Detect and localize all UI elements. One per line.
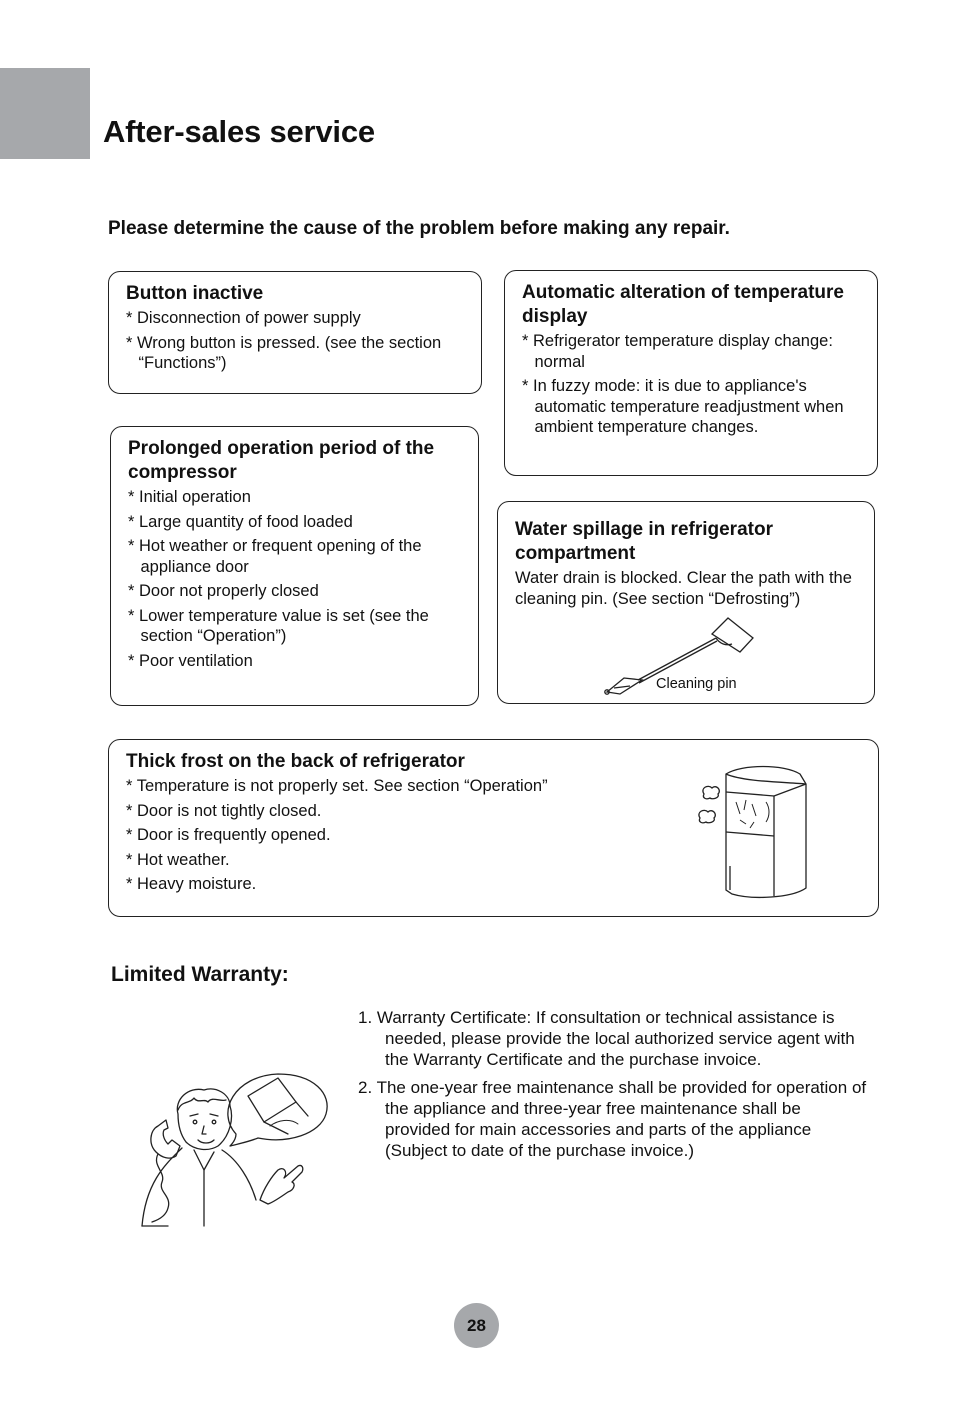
button-inactive-box — [108, 271, 482, 394]
cleaning-pin-label: Cleaning pin — [656, 676, 737, 692]
warranty-item: 1. Warranty Certificate: If consultation or technical assistance is needed, please provide the local authorized service agent with the Warranty Certificate and the purchase invoice. — [358, 1008, 855, 1069]
auto-alteration-list — [522, 331, 863, 438]
prolonged-operation-box — [110, 426, 479, 706]
list-item: * Disconnection of power supply — [126, 309, 361, 327]
list-item: * Refrigerator temperature display change: normal — [522, 332, 833, 371]
list-item: * Initial operation — [128, 488, 251, 506]
list-item: * Wrong button is pressed. (see the section “Functions”) — [126, 333, 442, 372]
water-spillage-title: Water spillage in refrigerator compartment — [515, 519, 773, 564]
warranty-item: 2. The one-year free maintenance shall be provided for operation of the appliance and three-year free maintenance shall be provided for main accessories and parts of the appliance (Subject to date of the purchase invoice.) — [358, 1078, 867, 1160]
list-item: * Door not properly closed — [128, 582, 319, 600]
list-item: * Door is not tightly closed. — [126, 801, 322, 820]
prolonged-operation-title: Prolonged operation period of the compressor — [128, 438, 435, 483]
list-item: * Temperature is not properly set. See section “Operation” — [126, 777, 548, 795]
list-item: * Large quantity of food loaded — [128, 512, 353, 531]
list-item: * Heavy moisture. — [126, 875, 257, 893]
auto-alteration-title: Automatic alteration of temperature display — [522, 282, 844, 327]
list-item: * Lower temperature value is set (see the section “Operation”) — [128, 606, 429, 645]
list-item: * Hot weather. — [126, 850, 230, 869]
water-spillage-text: Water drain is blocked. Clear the path with the cleaning pin. (See section “Defrosting”) — [515, 569, 852, 608]
page-title: After-sales service — [103, 114, 375, 149]
list-item: * Poor ventilation — [128, 651, 253, 670]
header-tab-block — [0, 68, 90, 159]
man-on-phone-illustration — [138, 1070, 333, 1232]
list-item: * Door is frequently opened. — [126, 826, 331, 844]
refrigerator-illustration — [692, 762, 814, 902]
auto-alteration-box — [504, 270, 878, 476]
intro-text: Please determine the cause of the problem before making any repair. — [108, 218, 730, 239]
page-number-badge: 28 — [454, 1303, 499, 1348]
warranty-list — [358, 1007, 868, 1168]
button-inactive-title: Button inactive — [126, 283, 264, 304]
list-item: * Hot weather or frequent opening of the appliance door — [128, 537, 422, 576]
prolonged-operation-list — [128, 487, 464, 671]
button-inactive-list — [126, 308, 467, 374]
warranty-heading: Limited Warranty: — [111, 963, 289, 986]
list-item: * In fuzzy mode: it is due to appliance's automatic temperature readjustment when ambient temperature changes. — [522, 377, 844, 436]
thick-frost-title: Thick frost on the back of refrigerator — [126, 751, 465, 772]
